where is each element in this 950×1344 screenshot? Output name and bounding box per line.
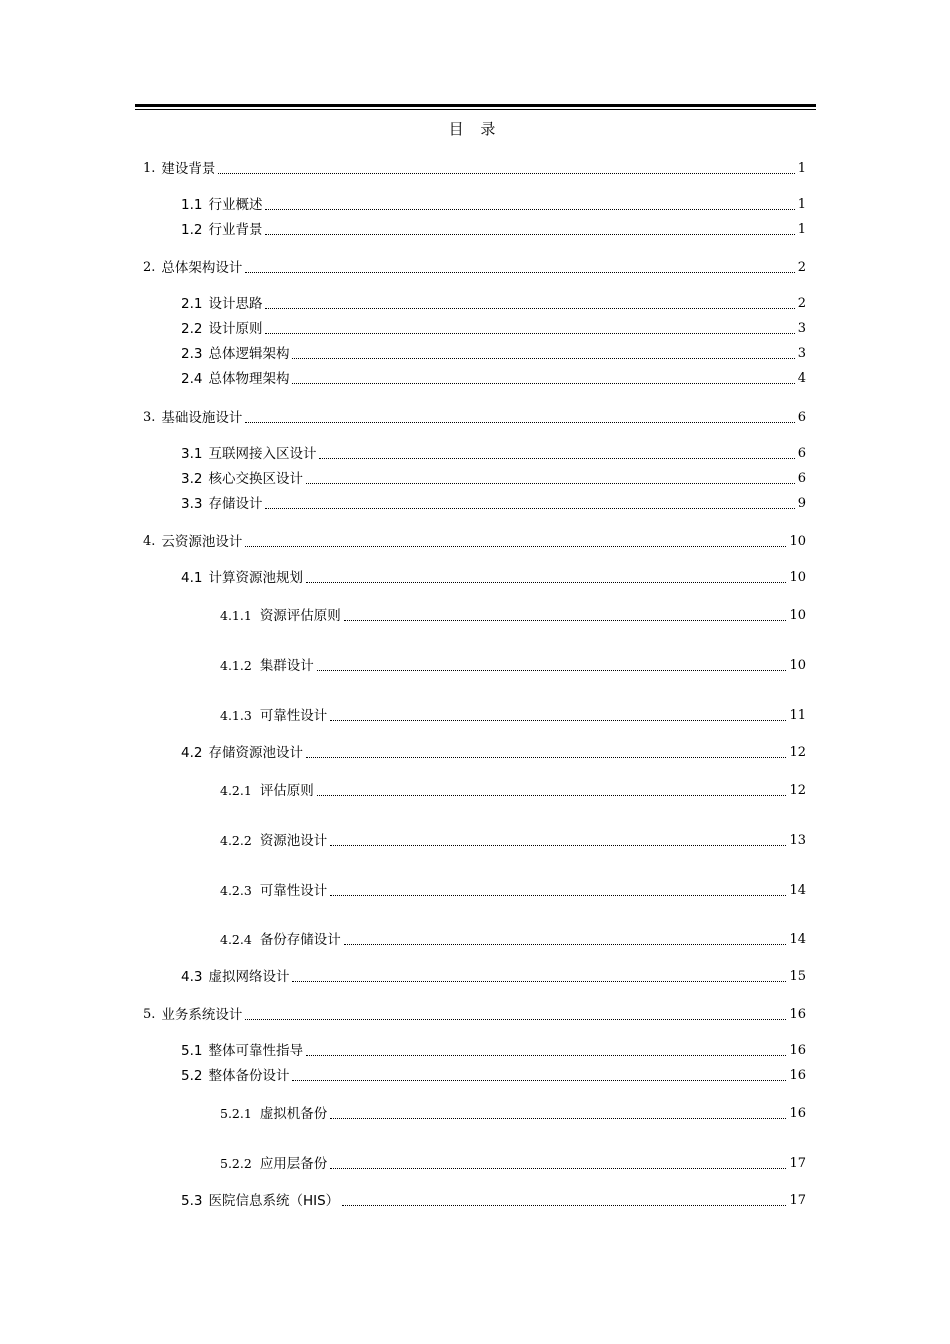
toc-entry[interactable]	[181, 318, 806, 338]
toc-page-number: 15	[789, 969, 806, 984]
toc-entry[interactable]	[181, 343, 806, 363]
toc-entry[interactable]	[143, 1004, 806, 1024]
toc-page-number: 16	[789, 1106, 806, 1121]
toc-entry-title: 总体物理架构	[208, 371, 290, 387]
toc-entry[interactable]	[181, 194, 806, 214]
toc-page-number: 12	[789, 783, 806, 798]
toc-page-number: 6	[797, 446, 806, 461]
toc-page-number: 9	[797, 496, 806, 511]
toc-page-number: 16	[789, 1007, 806, 1022]
toc-entry-number: 4.3	[181, 969, 203, 985]
toc-page-number: 13	[789, 833, 806, 848]
toc-page-number: 6	[797, 410, 806, 425]
toc-entry-title: 资源池设计	[259, 833, 328, 849]
toc-leader-dots	[265, 332, 794, 334]
toc-page-number: 10	[789, 608, 806, 623]
toc-leader-dots	[306, 581, 786, 583]
toc-leader-dots	[330, 1117, 786, 1119]
toc-page-number: 2	[797, 296, 806, 311]
toc-entry[interactable]	[181, 443, 806, 463]
toc-entry[interactable]	[181, 1040, 806, 1060]
toc-page-number: 17	[789, 1156, 806, 1171]
toc-leader-dots	[330, 1167, 786, 1169]
toc-page-number: 4	[797, 371, 806, 386]
toc-entry[interactable]	[181, 493, 806, 513]
toc-entry-number: 4.1.2	[220, 658, 252, 673]
toc-leader-dots	[330, 894, 786, 896]
toc-leader-dots	[344, 619, 787, 621]
toc-page-number: 12	[789, 745, 806, 760]
toc-page-number: 1	[797, 197, 806, 212]
toc-entry-number: 1.	[143, 161, 156, 176]
toc-leader-dots	[330, 844, 786, 846]
toc-entry-number: 5.	[143, 1007, 156, 1022]
toc-page-number: 1	[797, 161, 806, 176]
toc-entry[interactable]	[220, 830, 806, 850]
toc-entry-number: 5.2	[181, 1068, 203, 1084]
toc-entry-number: 4.2.4	[220, 932, 252, 947]
toc-leader-dots	[317, 669, 787, 671]
toc-leader-dots	[344, 943, 787, 945]
toc-leader-dots	[292, 357, 794, 359]
toc-leader-dots	[330, 719, 786, 721]
toc-entry-number: 4.	[143, 534, 156, 549]
toc-entry[interactable]	[220, 705, 806, 725]
toc-entry[interactable]	[220, 780, 806, 800]
toc-page-number: 2	[797, 260, 806, 275]
toc-entry-number: 2.3	[181, 346, 203, 362]
toc-entry[interactable]	[181, 742, 806, 762]
toc-page-number: 16	[789, 1068, 806, 1083]
toc-leader-dots	[342, 1204, 786, 1206]
toc-leader-dots	[245, 545, 786, 547]
toc-entry[interactable]	[143, 531, 806, 551]
toc-entry-title: 备份存储设计	[259, 932, 341, 948]
toc-entry-title: 医院信息系统（HIS）	[208, 1193, 340, 1209]
toc-entry-number: 2.4	[181, 371, 203, 387]
toc-entry-number: 3.1	[181, 446, 203, 462]
toc-entry[interactable]	[220, 605, 806, 625]
toc-entry-title: 集群设计	[259, 658, 314, 674]
toc-entry-title: 云资源池设计	[161, 534, 243, 550]
toc-entry-title: 整体可靠性指导	[208, 1043, 303, 1059]
toc-leader-dots	[245, 271, 794, 273]
toc-page-number: 10	[789, 658, 806, 673]
toc-leader-dots	[292, 1079, 786, 1081]
toc-entry[interactable]	[181, 293, 806, 313]
toc-entry-number: 2.1	[181, 296, 203, 312]
toc-entry-number: 4.2.2	[220, 833, 252, 848]
toc-page-number: 3	[797, 321, 806, 336]
toc-leader-dots	[245, 421, 794, 423]
toc-entry-number: 2.	[143, 260, 156, 275]
toc-entry[interactable]	[181, 966, 806, 986]
toc-entry-number: 4.1.1	[220, 608, 252, 623]
toc-entry-number: 4.1.3	[220, 708, 252, 723]
toc-entry-title: 存储资源池设计	[208, 745, 303, 761]
toc-leader-dots	[306, 756, 786, 758]
toc-entry-number: 3.	[143, 410, 156, 425]
toc-page-number: 16	[789, 1043, 806, 1058]
toc-entry[interactable]	[143, 407, 806, 427]
toc-entry-title: 总体逻辑架构	[208, 346, 290, 362]
toc-entry-number: 1.1	[181, 197, 203, 213]
toc-page-number: 3	[797, 346, 806, 361]
toc-entry[interactable]	[181, 1065, 806, 1085]
toc-leader-dots	[265, 208, 794, 210]
toc-leader-dots	[317, 794, 787, 796]
toc-leader-dots	[265, 507, 794, 509]
toc-leader-dots	[292, 382, 794, 384]
toc-leader-dots	[306, 482, 795, 484]
toc-entry-number: 4.2	[181, 745, 203, 761]
toc-entry-title: 整体备份设计	[208, 1068, 290, 1084]
toc-entry-title: 可靠性设计	[259, 708, 328, 724]
toc-entry-number: 3.3	[181, 496, 203, 512]
toc-entry[interactable]	[220, 1153, 806, 1173]
toc-entry[interactable]	[220, 880, 806, 900]
toc-entry-number: 5.1	[181, 1043, 203, 1059]
toc-leader-dots	[319, 457, 794, 459]
toc-entry-title: 资源评估原则	[259, 608, 341, 624]
toc-leader-dots	[292, 980, 786, 982]
toc-entry-title: 核心交换区设计	[208, 471, 303, 487]
toc-page-number: 14	[789, 932, 806, 947]
toc-leader-dots	[306, 1054, 786, 1056]
toc-entry-title: 存储设计	[208, 496, 263, 512]
toc-entry[interactable]	[143, 257, 806, 277]
toc-title: 目 录	[448, 120, 502, 138]
toc-entry[interactable]	[181, 219, 806, 239]
toc-entry-title: 虚拟机备份	[259, 1106, 328, 1122]
toc-entry-number: 4.2.3	[220, 883, 252, 898]
toc-entry-title: 计算资源池规划	[208, 570, 303, 586]
toc-entry[interactable]	[181, 1190, 806, 1210]
toc-entry[interactable]	[181, 468, 806, 488]
toc-entry-title: 设计思路	[208, 296, 263, 312]
toc-entry-title: 基础设施设计	[161, 410, 243, 426]
toc-entry-title: 设计原则	[208, 321, 263, 337]
toc-entry-number: 1.2	[181, 222, 203, 238]
toc-entry[interactable]	[181, 567, 806, 587]
toc-entry[interactable]	[220, 655, 806, 675]
toc-entry-title: 行业概述	[208, 197, 263, 213]
toc-leader-dots	[245, 1018, 786, 1020]
toc-leader-dots	[265, 307, 794, 309]
toc-entry-title: 业务系统设计	[161, 1007, 243, 1023]
toc-entry-number: 4.2.1	[220, 783, 252, 798]
toc-leader-dots	[265, 233, 794, 235]
toc-entry[interactable]	[220, 929, 806, 949]
toc-page-number: 17	[789, 1193, 806, 1208]
toc-entry[interactable]	[220, 1103, 806, 1123]
toc-entry-number: 5.2.1	[220, 1106, 252, 1121]
toc-entry-title: 可靠性设计	[259, 883, 328, 899]
toc-page-number: 6	[797, 471, 806, 486]
toc-entry-number: 5.2.2	[220, 1156, 252, 1171]
toc-entry-number: 5.3	[181, 1193, 203, 1209]
toc-entry-number: 3.2	[181, 471, 203, 487]
toc-entry-number: 2.2	[181, 321, 203, 337]
toc-entry-title: 虚拟网络设计	[208, 969, 290, 985]
toc-entry[interactable]	[143, 158, 806, 178]
toc-page-number: 10	[789, 570, 806, 585]
toc-entry-title: 建设背景	[161, 161, 216, 177]
toc-entry-title: 总体架构设计	[161, 260, 243, 276]
toc-entry-title: 应用层备份	[259, 1156, 328, 1172]
toc-entry-title: 行业背景	[208, 222, 263, 238]
toc-page-number: 1	[797, 222, 806, 237]
toc-entry[interactable]	[181, 368, 806, 388]
toc-page-number: 14	[789, 883, 806, 898]
toc-page-number: 11	[789, 708, 806, 723]
toc-entry-title: 评估原则	[259, 783, 314, 799]
toc-page-number: 10	[789, 534, 806, 549]
toc-entry-number: 4.1	[181, 570, 203, 586]
toc-entry-title: 互联网接入区设计	[208, 446, 317, 462]
toc-leader-dots	[218, 172, 794, 174]
